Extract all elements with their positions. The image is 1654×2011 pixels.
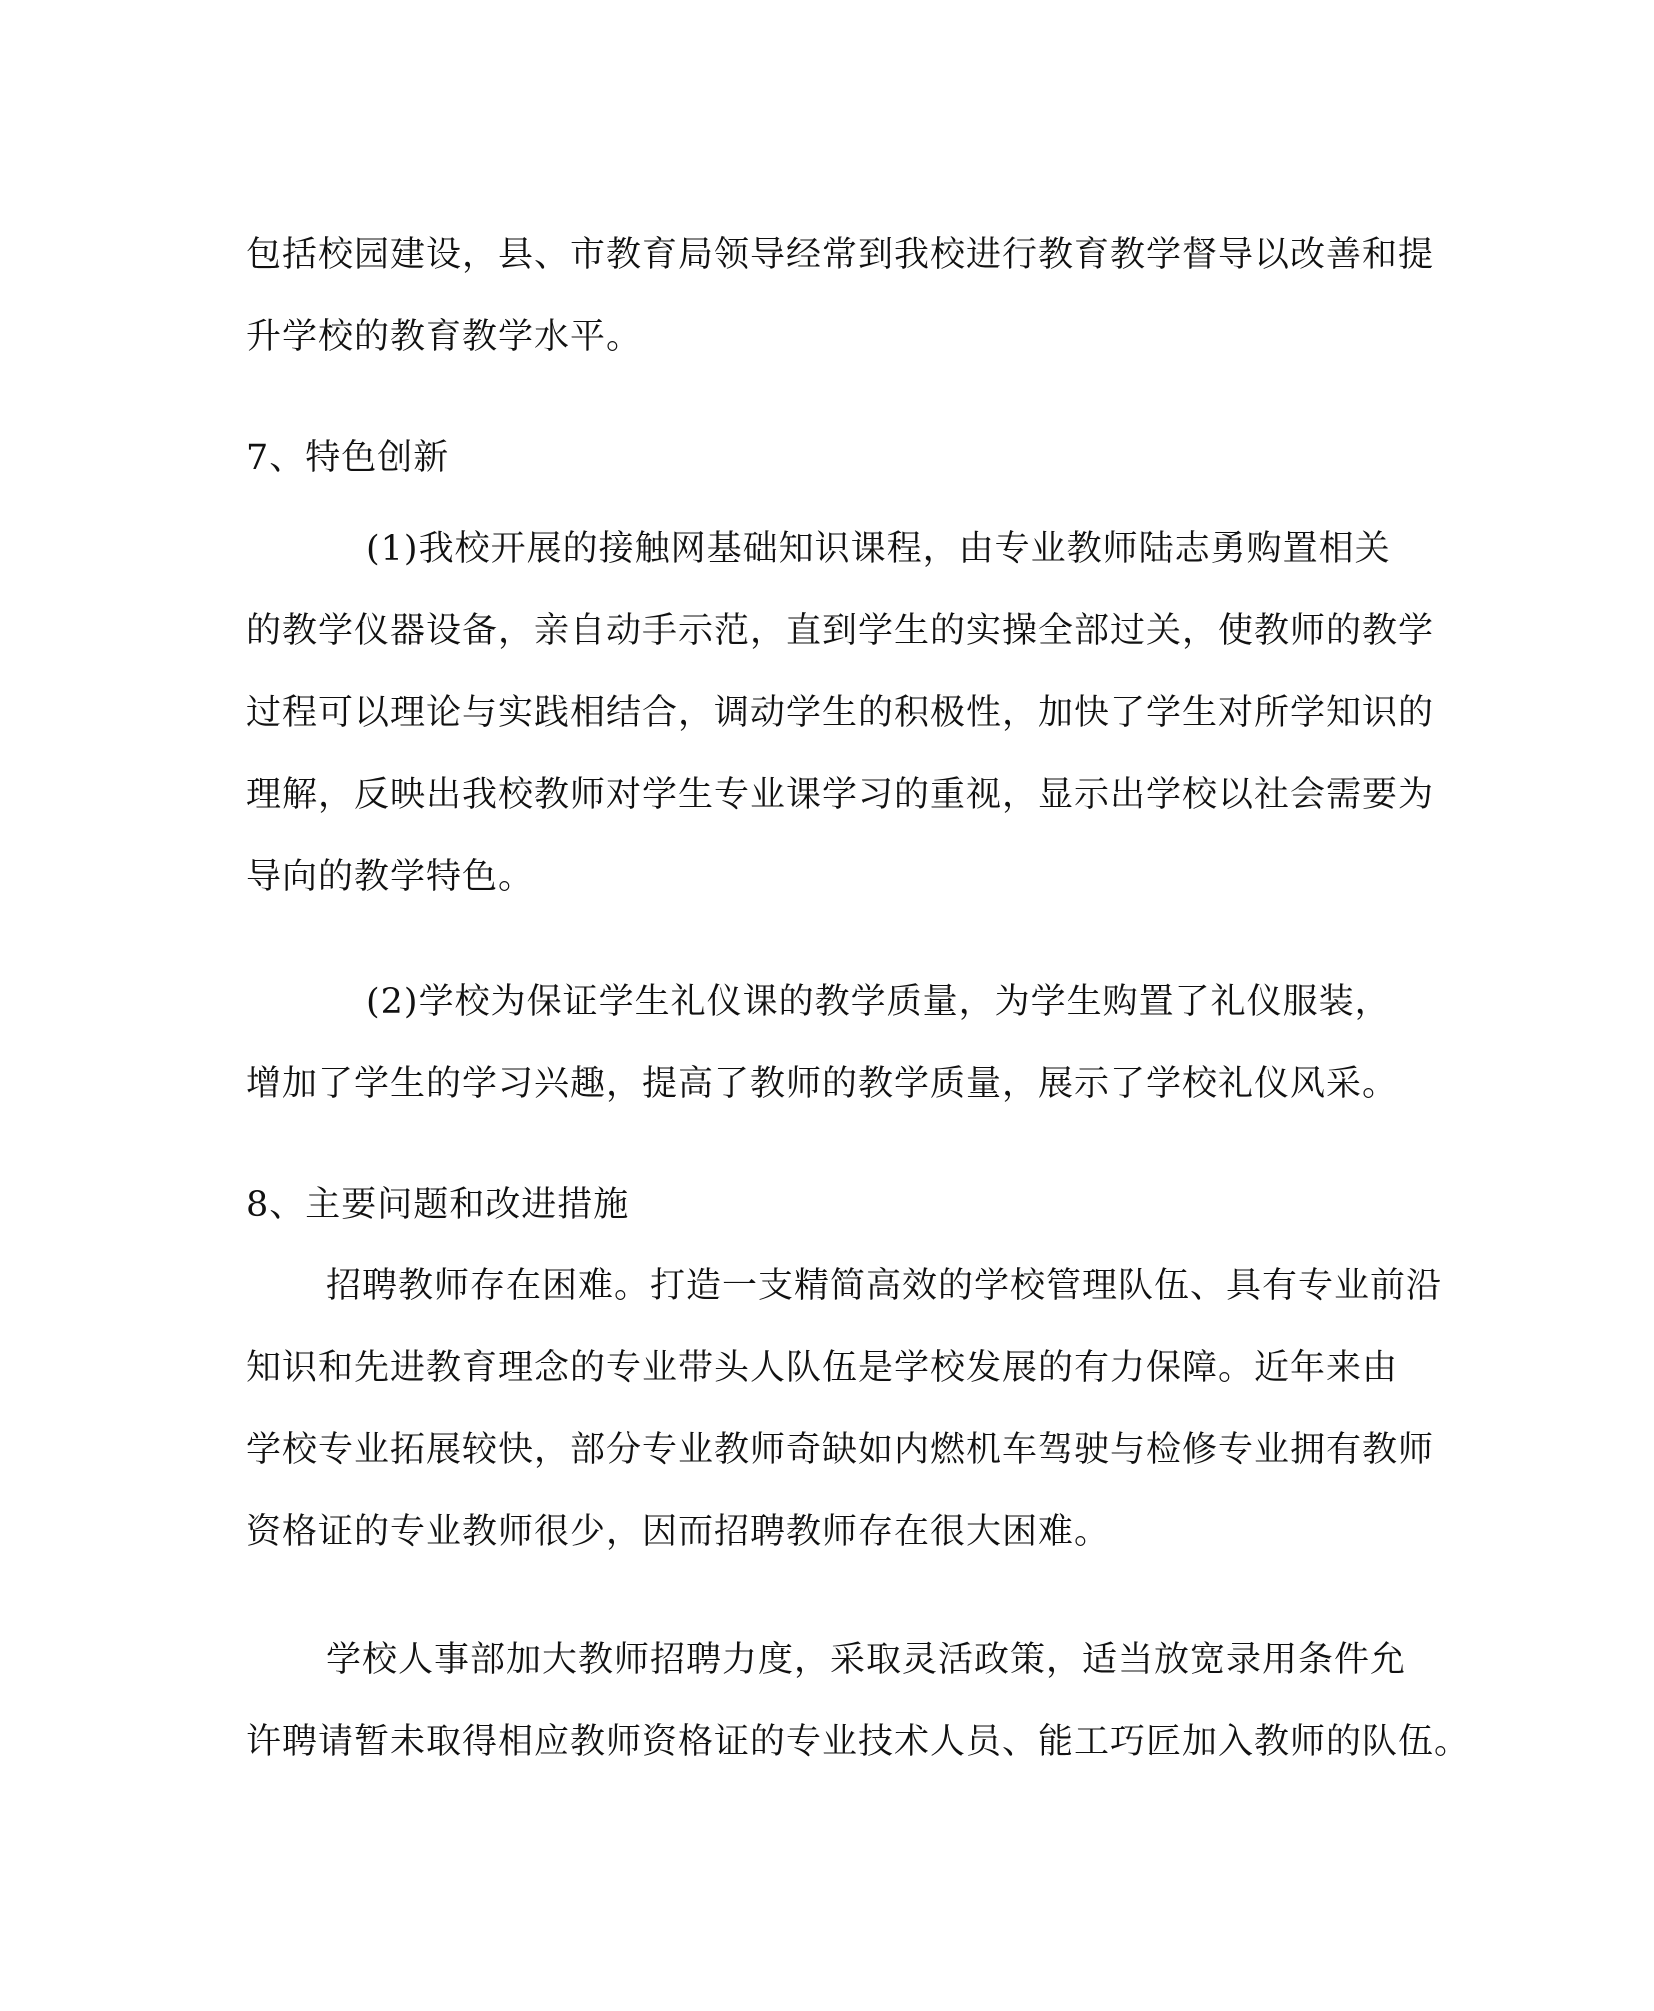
paragraph-line: 招聘教师存在困难。打造一支精简高效的学校管理队伍、具有专业前沿 [326, 1266, 1443, 1306]
paragraph-line: (1)我校开展的接触网基础知识课程，由专业教师陆志勇购置相关 [366, 529, 1391, 569]
paragraph-line: 学校人事部加大教师招聘力度，采取灵活政策，适当放宽录用条件允 [326, 1640, 1407, 1680]
paragraph-line: 理解，反映出我校教师对学生专业课学习的重视，显示出学校以社会需要为 [246, 775, 1435, 815]
paragraph-line: 资格证的专业教师很少，因而招聘教师存在很大困难。 [246, 1512, 1111, 1552]
paragraph-line: 导向的教学特色。 [246, 857, 535, 897]
paragraph-line: 知识和先进教育理念的专业带头人队伍是学校发展的有力保障。近年来由 [246, 1348, 1399, 1388]
paragraph-line: 升学校的教育教学水平。 [246, 317, 643, 357]
paragraph-line: 许聘请暂未取得相应教师资格证的专业技术人员、能工巧匠加入教师的队伍。 [246, 1722, 1471, 1762]
paragraph-line: (2)学校为保证学生礼仪课的教学质量，为学生购置了礼仪服装， [366, 982, 1391, 1022]
section-heading-7: 7、特色创新 [246, 438, 450, 478]
paragraph-line: 增加了学生的学习兴趣，提高了教师的教学质量，展示了学校礼仪风采。 [246, 1064, 1399, 1104]
paragraph-line: 的教学仪器设备，亲自动手示范，直到学生的实操全部过关，使教师的教学 [246, 611, 1435, 651]
paragraph-line: 包括校园建设，县、市教育局领导经常到我校进行教育教学督导以改善和提 [246, 235, 1435, 275]
paragraph-line: 过程可以理论与实践相结合，调动学生的积极性，加快了学生对所学知识的 [246, 693, 1435, 733]
section-heading-8: 8、主要问题和改进措施 [246, 1185, 630, 1225]
paragraph-line: 学校专业拓展较快，部分专业教师奇缺如内燃机车驾驶与检修专业拥有教师 [246, 1430, 1435, 1470]
